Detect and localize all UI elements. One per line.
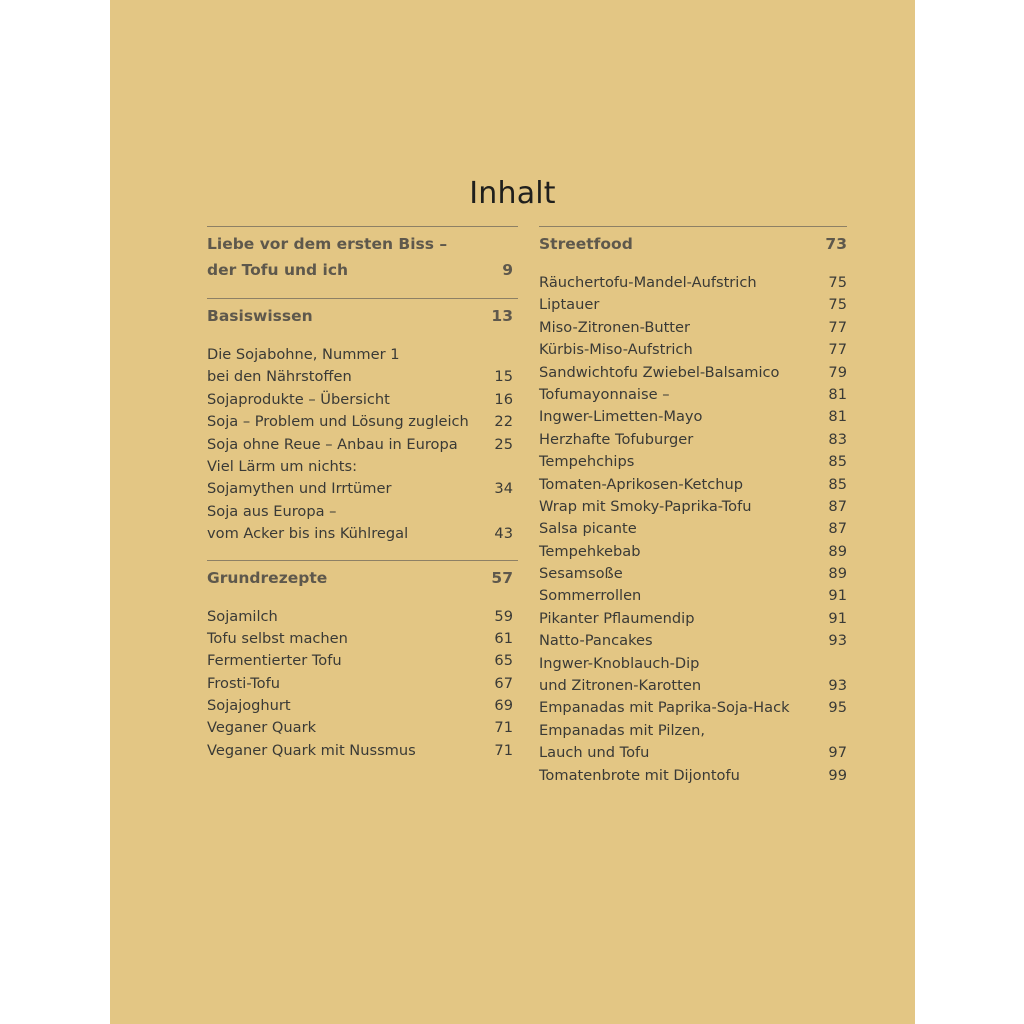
section-heading-text [539,231,633,257]
toc-entry [539,429,847,451]
toc-section [207,560,518,763]
toc-entry-line: Sesamsoße [539,565,623,583]
section-heading [539,227,847,257]
toc-entry [539,362,847,384]
toc-entry-title [539,272,757,294]
toc-entry-title [539,585,641,607]
toc-entry-page-number: 75 [828,274,847,291]
toc-entry-title [539,339,693,361]
toc-entry-line: Natto-Pancakes [539,632,653,650]
section-heading-text [207,303,313,329]
toc-entry [539,653,847,698]
section-heading-text [207,565,327,591]
toc-entry-line: Herzhafte Tofuburger [539,430,694,448]
toc-entry-page-number: 81 [828,385,847,403]
toc-entry-title [539,317,690,339]
section-heading-line: Streetfood [539,235,633,253]
toc-entry-page-number: 43 [494,525,513,543]
toc-entry-page-number: 61 [494,629,513,647]
toc-entry [539,630,847,652]
section-heading [207,227,518,283]
toc-section [207,226,518,283]
toc-entry-line: Veganer Quark mit Nussmus [207,741,416,759]
toc-entry-line: Sommerrollen [539,587,642,605]
toc-entry-page-number: 85 [828,475,847,493]
toc-entry-title [539,429,693,451]
toc-entry-line: Sojajoghurt [207,697,291,715]
toc-entry-page-number: 75 [828,296,847,314]
toc-entry [207,411,518,433]
toc-entry-line: Soja – Problem und Lösung zugleich [207,413,469,431]
toc-entry [539,720,847,765]
toc-entry-title [207,501,408,546]
toc-entry [207,695,518,717]
toc-entry [207,606,518,628]
toc-entry-title [207,411,469,433]
toc-entry-page-number: 69 [494,697,513,715]
toc-entry [539,317,847,339]
toc-entry-page-number: 65 [494,652,513,670]
toc-entry-title [207,628,348,650]
toc-entry-line: Tofumayonnaise – [539,385,670,403]
toc-entry-line: Viel Lärm um nichts: [207,457,357,475]
toc-entry-title [207,740,416,762]
toc-entry-line: Sojaprodukte – Übersicht [207,390,390,408]
toc-entry-page-number: 77 [828,341,847,359]
toc-column-left [207,226,518,762]
toc-entry-title [539,720,705,765]
toc-entry-page-number: 89 [828,542,847,560]
toc-entry-title [539,630,653,652]
toc-entry-line: Tempehkebab [539,542,641,560]
toc-entry-page-number: 95 [828,699,847,717]
toc-entry-line: Fermentierter Tofu [207,652,342,670]
toc-entry [207,673,518,695]
section-heading [207,299,518,329]
toc-entry [539,541,847,563]
toc-entry-line: Soja aus Europa – [207,502,337,520]
toc-entry-title [539,653,701,698]
toc-entry-page-number: 59 [494,607,513,625]
toc-entry-title [539,362,779,384]
toc-entry [207,717,518,739]
section-heading-line: Grundrezepte [207,568,328,587]
section-heading-line: Liebe vor dem ersten Biss – [207,235,448,253]
section-heading-line: der Tofu und ich [207,261,349,279]
toc-entry-line: Lauch und Tofu [539,744,650,762]
toc-entry [539,406,847,428]
toc-entry-page-number: 91 [828,609,847,627]
section-heading-line: Basiswissen [207,307,313,325]
toc-entry-title [207,695,291,717]
toc-entry [207,501,518,546]
section-page-number: 57 [491,568,513,587]
toc-entry-page-number: 81 [828,408,847,426]
toc-entry-line: Kürbis-Miso-Aufstrich [539,341,693,359]
toc-entry-page-number: 25 [494,435,513,453]
toc-entry-page-number: 87 [828,497,847,515]
toc-entry [539,697,847,719]
toc-entry-page-number: 22 [494,413,513,431]
toc-entry-title [207,717,316,739]
toc-entry [539,608,847,630]
toc-entry-title [207,606,278,628]
toc-entry-line: Sojamilch [207,607,278,625]
toc-entry [539,585,847,607]
toc-entry-title [207,456,392,501]
toc-entry-title [539,384,670,406]
toc-entry-page-number: 79 [828,363,847,381]
toc-column-right [539,226,847,787]
toc-entry-title [539,608,694,630]
toc-entry-page-number: 87 [828,520,847,538]
toc-entry-line: vom Acker bis ins Kühlregal [207,525,409,543]
toc-entry-page-number: 97 [828,744,847,762]
toc-entry [539,518,847,540]
toc-entry-page-number: 77 [828,318,847,336]
book-page [110,0,915,1024]
toc-section [539,226,847,787]
toc-entry-line: Tomaten-Aprikosen-Ketchup [539,475,744,493]
toc-entry-line: Miso-Zitronen-Butter [539,318,691,336]
section-heading [207,561,518,591]
toc-entry-page-number: 85 [828,453,847,471]
toc-entry-page-number: 67 [494,674,513,692]
toc-entry-page-number: 71 [494,719,513,737]
toc-entry-line: Tofu selbst machen [207,629,348,647]
toc-entry-page-number: 99 [828,766,847,784]
toc-entry-title [207,389,390,411]
toc-entry-title [539,474,743,496]
section-heading-text [207,231,447,283]
section-page-number: 13 [491,307,513,325]
page-title: Inhalt [469,176,556,211]
section-page-number: 73 [825,235,847,253]
toc-entry-page-number: 89 [828,565,847,583]
toc-entry-line: Soja ohne Reue – Anbau in Europa [207,435,458,453]
toc-entry [207,456,518,501]
toc-entry-title [539,294,599,316]
toc-entry-line: Tomatenbrote mit Dijontofu [539,766,740,784]
toc-entry-title [207,673,280,695]
section-page-number: 9 [502,261,513,279]
toc-entry [539,563,847,585]
toc-entry-title [539,765,740,787]
toc-entry-page-number: 83 [828,430,847,448]
toc-entry-line: Liptauer [539,296,600,314]
toc-entry [207,650,518,672]
toc-entry [539,339,847,361]
toc-entry-line: Veganer Quark [207,719,317,737]
toc-entry-page-number: 16 [494,390,513,408]
toc-entry [539,474,847,496]
toc-entry-line: Sandwichtofu Zwiebel-Balsamico [539,363,780,381]
toc-entry-page-number: 93 [828,632,847,650]
toc-entry-line: Empanadas mit Paprika-Soja-Hack [539,699,790,717]
toc-entry-page-number: 71 [494,741,513,759]
toc-entry-line: Räuchertofu-Mandel-Aufstrich [539,274,757,291]
toc-entry-title [539,451,634,473]
toc-entry [207,344,518,389]
toc-entry-line: Wrap mit Smoky-Paprika-Tofu [539,497,752,515]
toc-entry-title [539,541,641,563]
toc-entry-page-number: 15 [494,368,513,386]
toc-entry-line: Pikanter Pflaumendip [539,609,695,627]
toc-entry-line: Die Sojabohne, Nummer 1 [207,346,400,363]
toc-entry-title [207,344,400,389]
toc-entry-line: und Zitronen-Karotten [539,677,702,695]
toc-entry-line: Empanadas mit Pilzen, [539,721,706,739]
toc-entry [539,451,847,473]
toc-entry-line: Tempehchips [539,453,635,471]
toc-entry [207,628,518,650]
toc-entry [539,294,847,316]
toc-entry-line: Sojamythen und Irrtümer [207,480,392,498]
toc-entry [207,389,518,411]
toc-entry-title [539,496,751,518]
toc-entry-page-number: 93 [828,677,847,695]
toc-entry [539,272,847,294]
toc-entry-title [539,518,637,540]
toc-entry-line: Salsa picante [539,520,637,538]
toc-entry-line: Ingwer-Limetten-Mayo [539,408,703,426]
toc-entry-title [539,563,623,585]
toc-entry-page-number: 34 [494,480,513,498]
toc-entry-title [207,650,342,672]
toc-entry-line: Ingwer-Knoblauch-Dip [539,654,700,672]
toc-entry [539,765,847,787]
toc-entry-line: Frosti-Tofu [207,674,280,692]
toc-entry [539,384,847,406]
toc-entry [207,434,518,456]
toc-entry-line: bei den Nährstoffen [207,368,352,386]
toc-entry-title [207,434,458,456]
toc-entry [539,496,847,518]
toc-entry-page-number: 91 [828,587,847,605]
toc-section [207,298,518,546]
toc-entry-title [539,406,702,428]
toc-entry-title [539,697,790,719]
toc-entry [207,740,518,762]
